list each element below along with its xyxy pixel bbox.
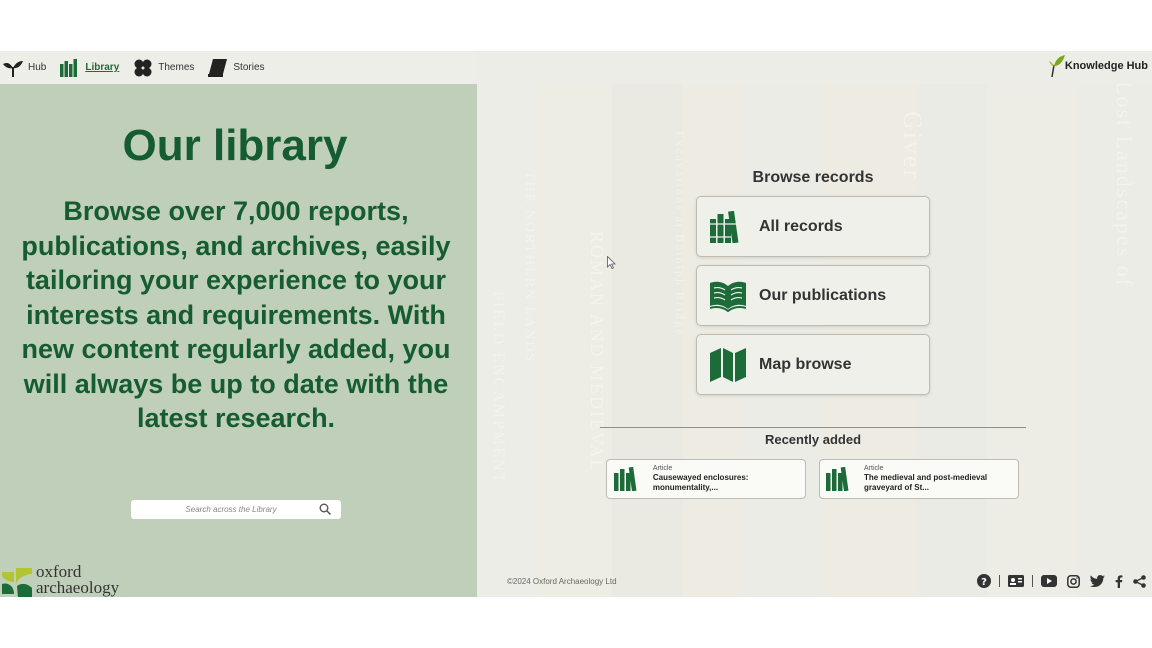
page <box>0 51 1152 597</box>
nav-label: Library <box>85 62 120 73</box>
our-publications-label: Our publications <box>759 286 887 304</box>
mouse-cursor-icon <box>607 256 616 269</box>
browse-heading: Browse records <box>752 169 874 186</box>
svg-text:?: ? <box>981 577 987 588</box>
card-title: The medieval and post-medieval graveyard of St... <box>864 473 988 492</box>
youtube-icon[interactable] <box>1041 575 1057 587</box>
books-icon <box>710 211 746 243</box>
logo-line-oxford: oxford <box>36 562 82 581</box>
clover-icon <box>133 59 153 77</box>
search-placeholder: Search across the Library <box>185 505 277 514</box>
library-intro-panel <box>0 84 477 597</box>
map-icon <box>710 348 746 382</box>
recently-added-heading: Recently added <box>764 432 862 447</box>
sprout-icon <box>3 59 23 77</box>
share-icon[interactable] <box>1133 575 1146 588</box>
search-icon[interactable] <box>319 503 331 515</box>
recent-article-card[interactable] <box>819 459 1019 499</box>
our-publications-button[interactable] <box>696 265 930 326</box>
nav-label: Stories <box>233 62 265 73</box>
logo-line-archaeology: archaeology <box>36 578 120 597</box>
social-links <box>967 574 1146 588</box>
section-divider <box>600 427 1026 428</box>
instagram-icon[interactable] <box>1067 575 1080 588</box>
recent-article-card[interactable] <box>606 459 806 499</box>
page-title: Our library <box>122 121 348 170</box>
brand-label: Knowledge Hub <box>1064 60 1148 72</box>
books-icon <box>826 467 854 491</box>
knowledge-hub-brand[interactable] <box>1049 55 1148 77</box>
nav-label: Themes <box>158 62 195 73</box>
open-book-icon <box>710 280 746 312</box>
map-browse-label: Map browse <box>759 355 852 373</box>
books-icon <box>60 59 80 77</box>
leaf-icon <box>1049 55 1065 77</box>
top-bar <box>0 51 1152 84</box>
card-type: Article <box>652 465 673 472</box>
help-icon[interactable] <box>977 574 991 588</box>
nav-item-hub[interactable] <box>3 59 46 77</box>
twitter-icon[interactable] <box>1090 575 1105 587</box>
library-search-input[interactable] <box>131 500 341 519</box>
nav-item-themes[interactable] <box>133 59 194 77</box>
scroll-icon <box>208 59 228 77</box>
all-records-button[interactable] <box>696 196 930 257</box>
copyright-text: ©2024 Oxford Archaeology Ltd <box>507 577 617 586</box>
main-nav <box>0 51 265 84</box>
card-type: Article <box>864 465 884 472</box>
map-browse-button[interactable] <box>696 334 930 395</box>
oa-logo-mark <box>2 568 34 597</box>
facebook-icon[interactable] <box>1115 575 1123 588</box>
nav-item-stories[interactable] <box>208 59 264 77</box>
all-records-label: All records <box>759 217 843 235</box>
id-card-icon[interactable] <box>1008 575 1024 587</box>
nav-item-library[interactable] <box>60 59 119 77</box>
card-title: Causewayed enclosures: monumentality,... <box>652 473 749 492</box>
oxford-archaeology-logo[interactable] <box>2 562 162 597</box>
library-description: Browse over 7,000 reports, publications, and archives, easily tailoring your experience to your interests and requirements. With new content regularly added, you will always be up to date with the latest research. <box>21 196 451 433</box>
logo-text <box>36 564 119 596</box>
books-icon <box>614 467 642 491</box>
nav-label: Hub <box>28 62 47 73</box>
